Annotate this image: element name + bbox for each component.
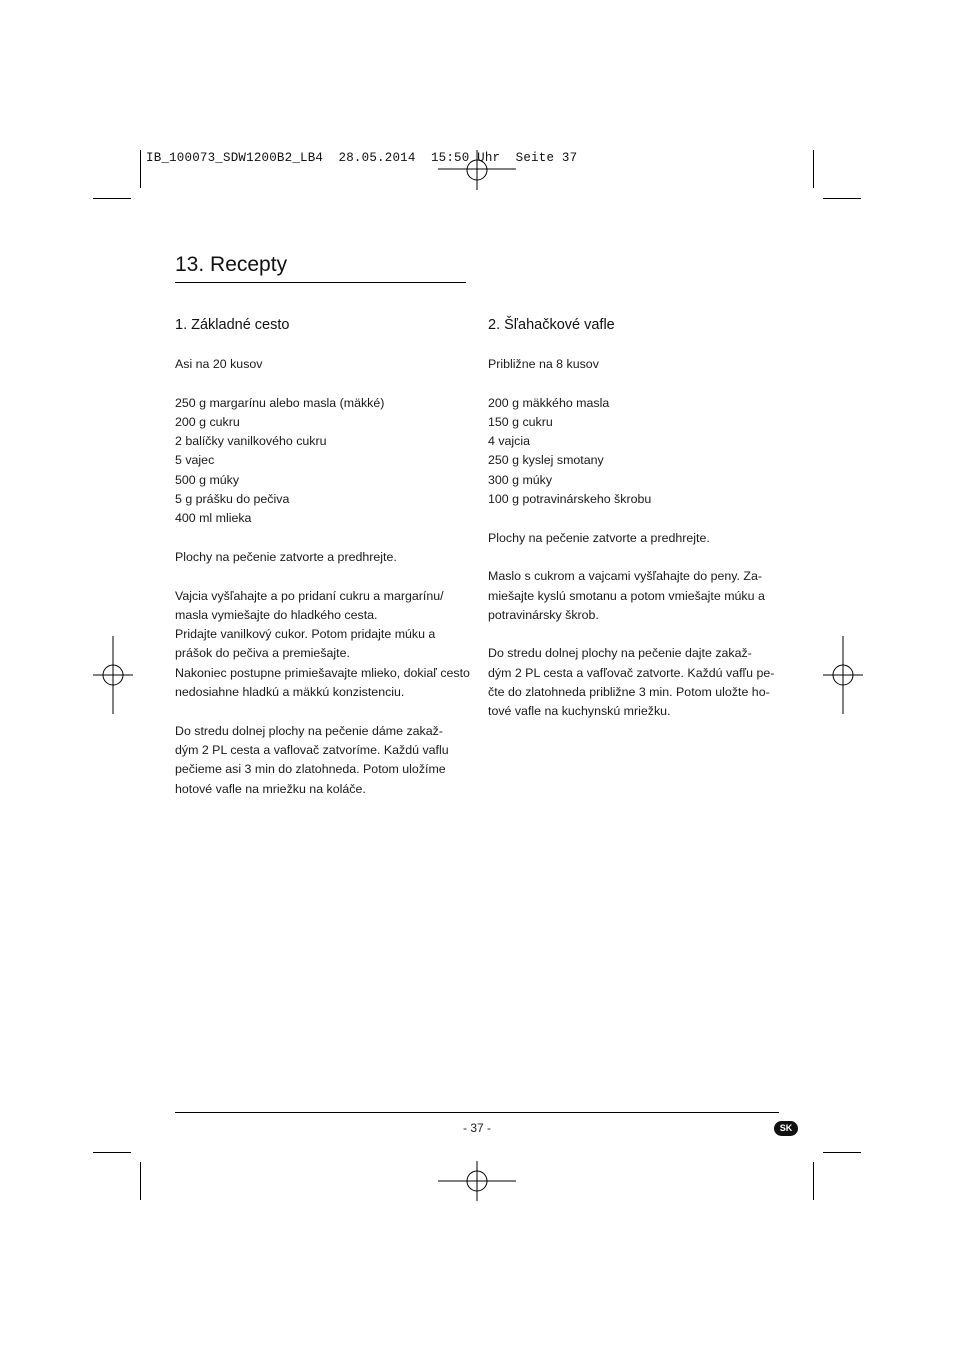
print-slug: IB_100073_SDW1200B2_LB4 28.05.2014 15:50 Uhr Seite 37 — [146, 151, 578, 165]
instruction-line: masla vymiešajte do hladkého cesta. — [175, 607, 378, 622]
title-rule — [175, 282, 466, 283]
instruction-line: Vajcia vyšľahajte a po pridaní cukru a margarínu/ — [175, 588, 444, 603]
instruction-line: nedosiahne hladkú a mäkkú konzistenciu. — [175, 685, 405, 700]
language-badge: SK — [774, 1121, 798, 1136]
crop-mark — [823, 1152, 861, 1153]
registration-mark — [93, 636, 133, 714]
instruction-line: miešajte kyslú smotanu a potom vmiešajte múku a — [488, 588, 765, 603]
crop-mark — [93, 198, 131, 199]
recipe-title: 2. Šľahačkové vafle — [488, 317, 615, 333]
instruction-line: pečieme asi 3 min do zlatohneda. Potom uložíme — [175, 762, 446, 777]
instruction-line: prášok do pečiva a premiešajte. — [175, 646, 350, 661]
ingredient: 500 g múky — [175, 472, 240, 487]
ingredient: 2 balíčky vanilkového cukru — [175, 434, 327, 449]
crop-mark — [813, 150, 814, 188]
footer-rule — [175, 1112, 779, 1113]
recipe-title: 1. Základné cesto — [175, 317, 290, 333]
crop-mark — [823, 198, 861, 199]
instruction-line: tové vafle na kuchynskú mriežku. — [488, 704, 671, 719]
ingredient: 100 g potravinárskeho škrobu — [488, 492, 652, 507]
instruction-line: Plochy na pečenie zatvorte a predhrejte. — [175, 549, 397, 564]
crop-mark — [813, 1162, 814, 1200]
ingredient: 200 g mäkkého masla — [488, 395, 610, 410]
instruction-line: Pridajte vanilkový cukor. Potom pridajte múku a — [175, 627, 436, 642]
ingredient: 300 g múky — [488, 472, 553, 487]
crop-mark — [140, 1162, 141, 1200]
recipe-yield: Asi na 20 kusov — [175, 357, 263, 371]
crop-mark — [140, 150, 141, 188]
recipe-body — [488, 355, 788, 722]
ingredient: 5 g prášku do pečiva — [175, 492, 290, 507]
instruction-line: dým 2 PL cesta a vaflovač zatvoríme. Každú vaflu — [175, 742, 449, 757]
ingredient: 5 vajec — [175, 453, 215, 468]
ingredient: 400 ml mlieka — [175, 511, 252, 526]
chapter-title: 13. Recepty — [175, 253, 288, 276]
ingredient: 250 g kyslej smotany — [488, 453, 604, 468]
registration-mark — [438, 1161, 516, 1201]
registration-mark — [823, 636, 863, 714]
instruction-line: hotové vafle na mriežku na koláče. — [175, 781, 366, 796]
crop-mark — [93, 1152, 131, 1153]
instruction-line: Do stredu dolnej plochy na pečenie dajte zakaž- — [488, 646, 752, 661]
ingredient: 200 g cukru — [175, 414, 240, 429]
ingredient: 4 vajcia — [488, 434, 531, 449]
instruction-line: Maslo s cukrom a vajcami vyšľahajte do peny. Za- — [488, 569, 763, 584]
instruction-line: Nakoniec postupne primiešavajte mlieko, dokiaľ cesto — [175, 665, 470, 680]
instruction-line: čte do zlatohneda približne 3 min. Potom uložte ho- — [488, 685, 770, 700]
ingredient: 250 g margarínu alebo masla (mäkké) — [175, 395, 385, 410]
instruction-line: Do stredu dolnej plochy na pečenie dáme zakaž- — [175, 723, 443, 738]
instruction-line: potravinársky škrob. — [488, 607, 599, 622]
recipe-yield: Približne na 8 kusov — [488, 357, 599, 371]
instruction-line: dým 2 PL cesta a vafľovač zatvorte. Každú vafľu pe- — [488, 665, 775, 680]
ingredient: 150 g cukru — [488, 414, 553, 429]
instruction-line: Plochy na pečenie zatvorte a predhrejte. — [488, 530, 710, 545]
recipe-body — [175, 355, 475, 799]
page-number: - 37 - — [462, 1121, 491, 1135]
